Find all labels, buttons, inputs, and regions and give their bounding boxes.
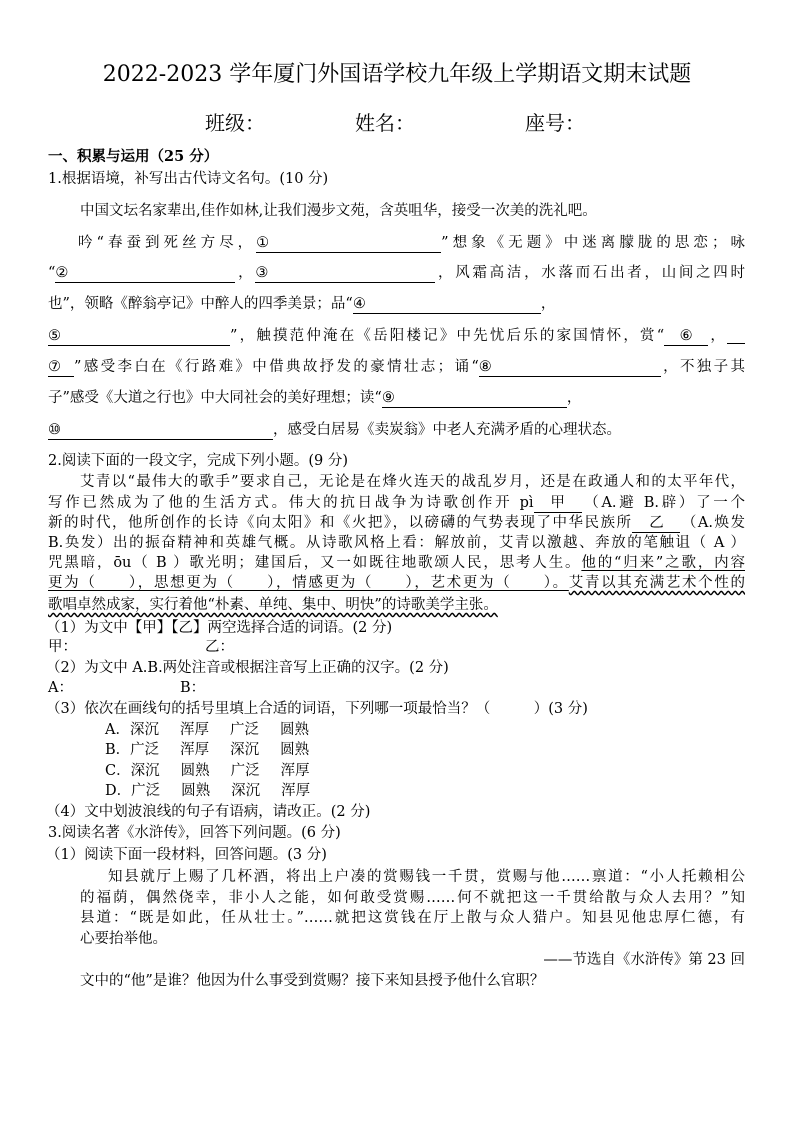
option-word: 浑厚 <box>179 722 209 738</box>
q3-passage-line-1 <box>108 867 745 887</box>
q2-passage-line-5 <box>48 553 745 573</box>
answer-blank-8: ⑧ <box>479 359 661 377</box>
option-word: 圆熟 <box>181 783 211 799</box>
answer-label-b: B： <box>180 680 206 696</box>
q3-prompt: 3.阅读名著《水浒传》，回答下列问题。(6 分) <box>48 825 341 841</box>
q2-passage-line-6 <box>48 573 745 593</box>
q3-question: 文中的“他”是谁？他因为什么事受到赏赐？接下来知县授予他什么官职？ <box>80 973 545 989</box>
q2-passage-line-7 <box>48 595 498 615</box>
q2-text: 新的时代，他所创作的长诗《向太阳》和《火把》，以磅礴的气势表现了中华民族所 <box>48 515 633 531</box>
choice-option-a <box>105 720 330 740</box>
name-label: 姓名： <box>355 111 415 135</box>
option-letter: C． <box>105 763 131 779</box>
underlined-sentence: 他的“归来”之歌，内容 <box>581 555 745 571</box>
answer-blank-5: ⑤ <box>48 328 230 346</box>
q3-sub-question-1: （1）阅读下面一段材料，回答问题。(3 分) <box>46 847 327 863</box>
option-word: 圆熟 <box>180 763 210 779</box>
answer-blank-9: ⑨ <box>382 390 567 408</box>
option-letter: D． <box>105 783 132 799</box>
q1-text: 也”，领略《醉翁亭记》中醉人的四季美景；品“ <box>48 296 353 312</box>
q1-text: ，感受白居易《卖炭翁》中老人充满矛盾的心理状态。 <box>273 422 621 438</box>
choice-option-c <box>105 761 331 781</box>
wavy-underlined-sentence: 艾青以其充满艺术个性的 <box>568 575 746 591</box>
answer-blank-2: ② <box>55 265 235 283</box>
q1-text: ，不独子其 <box>660 359 746 375</box>
q1-line-3 <box>48 294 555 314</box>
underlined-sentence: 更为（ ），思想更为（ ），情感更为（ ），艺术更为（ ）。 <box>48 575 569 591</box>
q2-passage-line-2 <box>48 493 745 513</box>
q1-prompt: 1.根据语境，补写出古代诗文名句。(10 分) <box>48 171 329 187</box>
answer-blank-7-start <box>727 326 745 344</box>
q2-text: 写作已然成为了他的生活方式。伟大的抗日战争为诗歌创作开 pì <box>48 495 534 511</box>
q2-text: （A.焕发 <box>680 515 745 531</box>
answer-blank-7: ⑦ <box>48 359 74 377</box>
option-letter: B． <box>105 742 131 758</box>
q1-line-1 <box>78 233 745 253</box>
answer-blank-1: ① <box>256 235 441 253</box>
option-word: 广泛 <box>131 783 161 799</box>
q2-prompt: 2.阅读下面的一段文字，完成下列小题。(9 分) <box>48 453 348 469</box>
option-word: 深沉 <box>129 722 159 738</box>
q3-passage-line-3 <box>80 908 745 928</box>
q1-text: ”感受李白在《行路难》中借典故抒发的豪情壮志；诵“ <box>74 359 479 375</box>
q2-text: 艾青以“最伟大的歌手”要求自己，无论是在烽火连天的战乱岁月，还是在政通人和的太平年代， <box>80 474 745 490</box>
exam-title: 2022-2023 学年厦门外国语学校九年级上学期语文期末试题 <box>102 62 692 87</box>
answer-blank-6: ⑥ <box>664 328 708 346</box>
q1-text: ”想象《无题》中迷离朦胧的思恋；咏 <box>441 235 745 251</box>
blank-jia: 甲 <box>534 495 582 513</box>
q3-text: 的福荫，偶然侥幸，非小人之能，如何敢受赏赐……何不就把这一千贯给散与众人去用？”知 <box>80 890 745 906</box>
q3-text: 心要抬举他。 <box>80 931 167 947</box>
q2-passage-line-4 <box>48 533 745 553</box>
answer-label-jia: 甲： <box>48 639 77 655</box>
answer-label-a: A： <box>48 680 73 696</box>
option-word: 圆熟 <box>280 742 310 758</box>
q1-text: ， <box>708 328 728 344</box>
answer-label-yi: 乙： <box>205 639 234 655</box>
choice-option-b <box>105 740 330 760</box>
q2-passage-line-1 <box>80 472 745 492</box>
q1-text: ， <box>540 296 556 312</box>
option-word: 浑厚 <box>281 783 311 799</box>
answer-blank-4: ④ <box>353 296 541 314</box>
q2-text: 咒黑暗，ōu（ B ）歌光明；建国后，又一如既往地歌颂人民，思考人生。 <box>48 555 582 571</box>
seat-label: 座号： <box>525 111 585 135</box>
q1-text: ”，触摸范仲淹在《岳阳楼记》中先忧后乐的家国情怀，赏“ <box>230 328 665 344</box>
class-label: 班级： <box>205 111 265 135</box>
option-word: 广泛 <box>230 763 260 779</box>
q3-passage-line-2 <box>80 888 745 908</box>
q1-text: ， <box>235 265 256 281</box>
answer-blank-3: ③ <box>255 265 435 283</box>
q1-line-6 <box>48 388 581 408</box>
option-word: 广泛 <box>130 742 160 758</box>
q1-text: 子”感受《大道之行也》中大同社会的美好理想；读“ <box>48 390 382 406</box>
q3-text: 县道：“既是如此，任从壮士。”……就把这赏钱在厅上散与众人猎户。知县见他忠厚仁德，有 <box>80 910 745 926</box>
q2-text: B.奂发）出的振奋精神和英雄气概。从诗歌风格上看：解放前，艾青以激越、奔放的笔触诅（ A ） <box>48 535 745 551</box>
q2-passage-line-3 <box>48 513 745 533</box>
option-word: 广泛 <box>229 722 259 738</box>
q2-text: （A.避 B.辟）了一个 <box>581 495 745 511</box>
q1-line-2 <box>48 263 745 283</box>
section-heading: 一、积累与运用（25 分） <box>48 148 219 165</box>
choice-option-d <box>105 781 331 801</box>
option-word: 浑厚 <box>280 763 310 779</box>
q3-text: 知县就厅上赐了几杯酒，将出上户凑的赏赐钱一千贯，赏赐与他……禀道：“小人托赖相公 <box>108 869 745 885</box>
q1-text: ，风霜高洁，水落而石出者，山间之四时 <box>435 265 746 281</box>
passage-source: ——节选自《水浒传》第 23 回 <box>543 952 745 968</box>
blank-yi: 乙 <box>632 515 680 533</box>
option-word: 深沉 <box>130 763 160 779</box>
q2-sub-question-2: （2）为文中 A.B.两处注音或根据注音写上正确的汉字。(2 分) <box>46 660 449 676</box>
q2-sub-question-4: （4）文中划波浪线的句子有语病，请改正。(2 分) <box>46 804 371 820</box>
q1-text: 吟“春蚕到死丝方尽， <box>78 235 257 251</box>
q2-sub-question-3: （3）依次在画线句的括号里填上合适的词语，下列哪一项最恰当？（ ）(3 分) <box>46 701 588 717</box>
q1-intro: 中国文坛名家辈出,佳作如林,让我们漫步文苑，含英咀华，接受一次美的洗礼吧。 <box>80 203 597 219</box>
q3-passage-line-4 <box>80 929 167 949</box>
answer-blank-10: ⑩ <box>48 422 273 440</box>
q1-line-5 <box>48 357 745 377</box>
wavy-underlined-sentence: 歌唱卓然成家，实行着他“朴素、单纯、集中、明快”的诗歌美学主张。 <box>48 597 498 613</box>
option-word: 深沉 <box>230 742 260 758</box>
option-letter: A． <box>105 722 130 738</box>
q1-line-7 <box>48 420 621 440</box>
option-word: 圆熟 <box>279 722 309 738</box>
option-word: 浑厚 <box>180 742 210 758</box>
q1-text: “ <box>48 265 56 281</box>
q1-text: ， <box>566 390 582 406</box>
option-word: 深沉 <box>231 783 261 799</box>
q2-sub-question-1: （1）为文中【甲】【乙】两空选择合适的词语。(2 分) <box>46 620 393 636</box>
q1-line-4 <box>48 326 745 346</box>
